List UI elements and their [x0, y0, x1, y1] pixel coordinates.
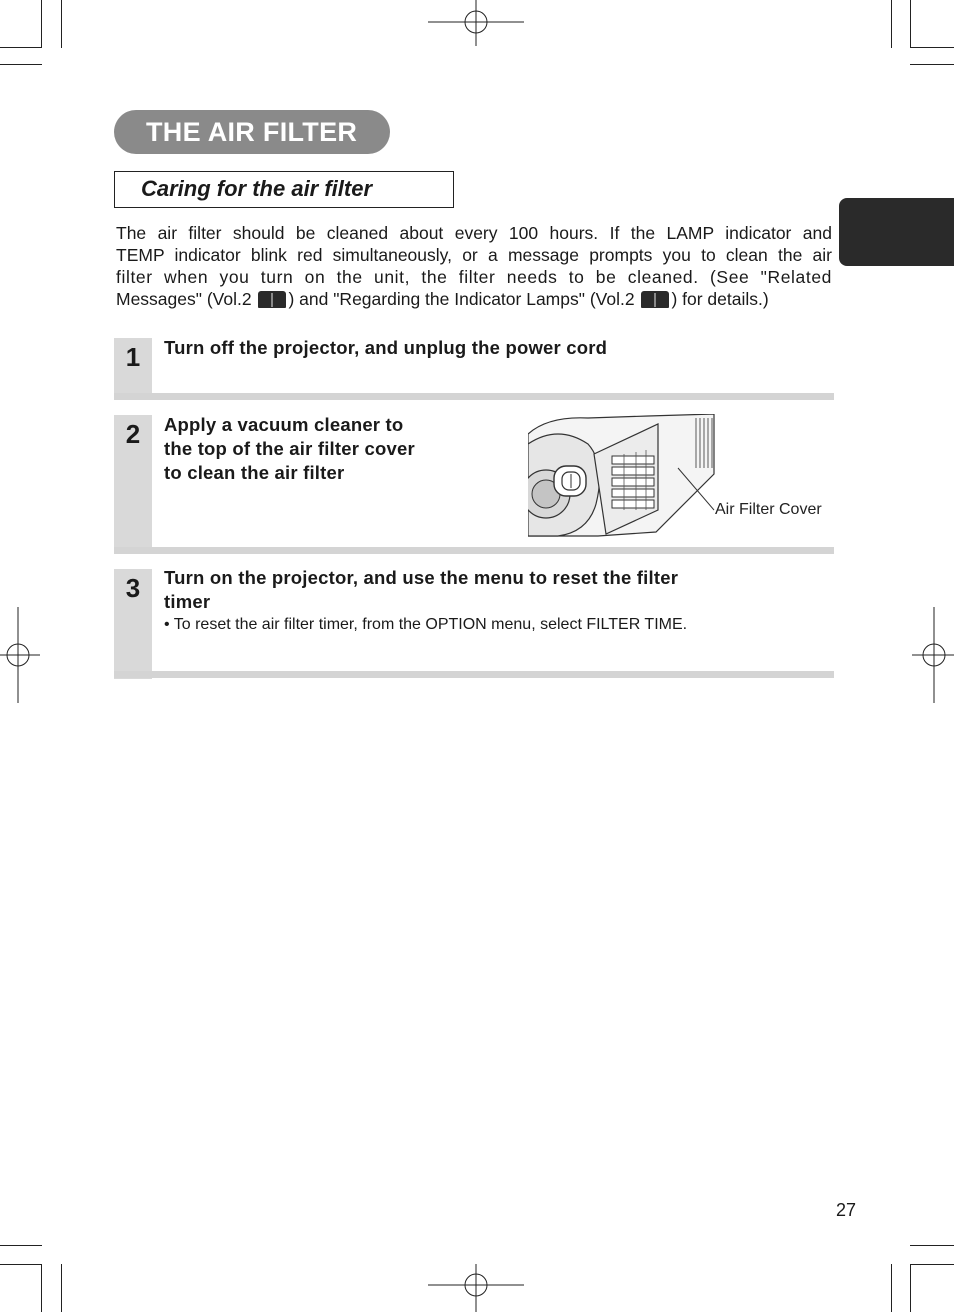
registration-mark-bottom: [428, 1264, 524, 1312]
step-title-line: the top of the air filter cover: [164, 438, 415, 459]
step-number: 2: [125, 419, 141, 449]
book-icon: [258, 291, 286, 308]
intro-line: filter when you turn on the unit, the filter needs to be cleaned. (See "Related: [116, 267, 832, 287]
step-divider: [114, 671, 834, 678]
registration-mark-left: [0, 607, 40, 703]
step-title: Turn off the projector, and unplug the power cord: [164, 337, 608, 358]
step-title-line: Apply a vacuum cleaner to: [164, 414, 404, 435]
intro-line: [116, 288, 832, 310]
step-title: [164, 413, 415, 485]
projector-illustration: [528, 414, 718, 538]
intro-text: ) and "Regarding the Indicator Lamps" (Vol.2: [288, 289, 635, 309]
intro-line: The air filter should be cleaned about every 100 hours. If the LAMP indicator and: [116, 223, 832, 243]
step-title-line: timer: [164, 591, 211, 612]
step-title-line: to clean the air filter: [164, 462, 345, 483]
step-3: [114, 569, 834, 679]
step-number: 1: [125, 342, 141, 372]
registration-mark-right: [912, 607, 954, 703]
page-number: 27: [836, 1200, 857, 1220]
image-caption: Air Filter Cover: [715, 501, 822, 518]
section-heading: Caring for the air filter: [114, 171, 454, 208]
page-title: THE AIR FILTER: [114, 110, 390, 154]
step-title: [164, 566, 678, 614]
step-divider: [114, 547, 834, 554]
intro-text: ) for details.): [671, 289, 769, 309]
intro-paragraph: [116, 222, 832, 310]
step-note: • To reset the air filter timer, from the OPTION menu, select FILTER TIME.: [164, 616, 688, 633]
step-1: [114, 338, 834, 400]
registration-mark-top: [428, 0, 524, 48]
step-divider: [114, 393, 834, 400]
step-title-line: Turn on the projector, and use the menu to reset the filter: [164, 567, 679, 588]
step-2: [114, 415, 834, 554]
book-icon: [641, 291, 669, 308]
step-number: 3: [125, 573, 141, 603]
intro-text: Messages" (Vol.2: [116, 289, 252, 309]
intro-line: TEMP indicator blink red simultaneously, or a message prompts you to clean the air: [116, 245, 832, 265]
chapter-tab: [839, 198, 954, 266]
